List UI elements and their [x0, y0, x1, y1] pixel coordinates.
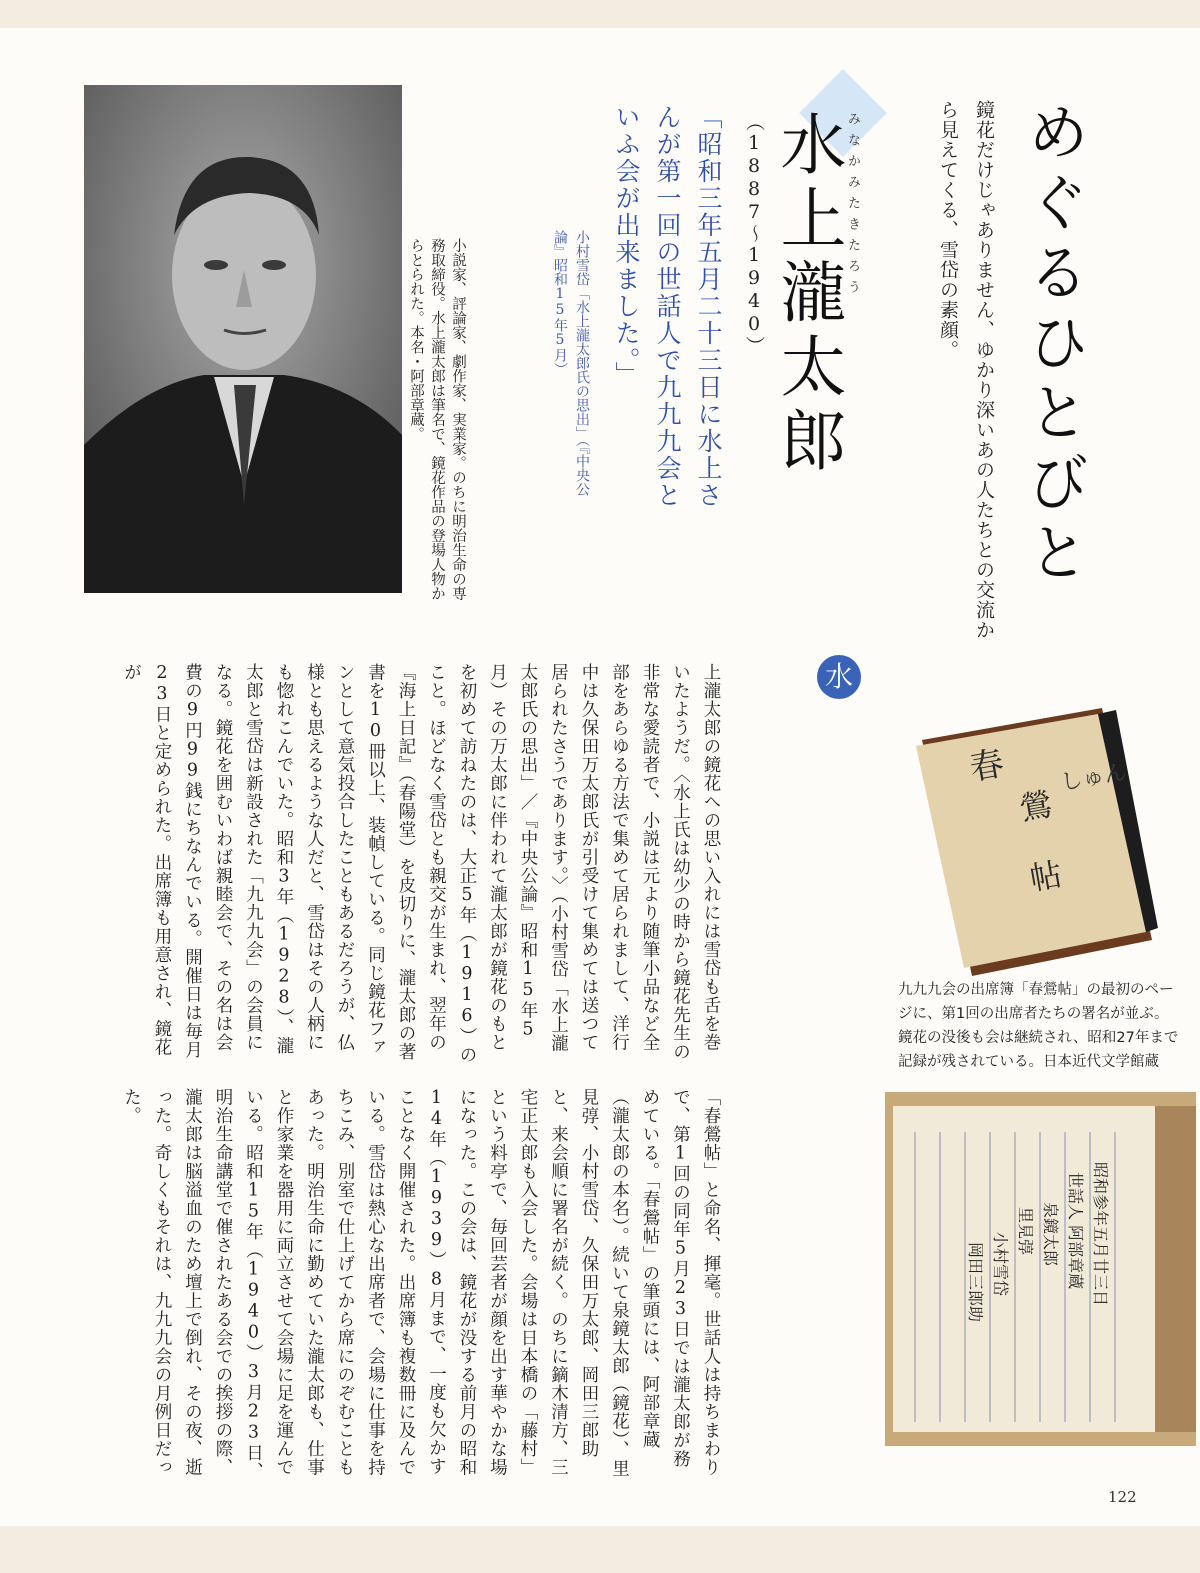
portrait-photo — [84, 85, 402, 593]
name-ruby: みなかみたきたろう — [845, 112, 860, 301]
svg-text:里見弴: 里見弴 — [1016, 1207, 1035, 1256]
svg-text:しゅん: しゅん — [1058, 759, 1129, 796]
svg-text:小村雪岱: 小村雪岱 — [991, 1232, 1010, 1297]
page-top-edge — [0, 0, 1200, 28]
book-cover-photo — [902, 700, 1164, 978]
page-bottom-edge — [0, 1526, 1200, 1573]
pull-quote: 「昭和三年五月二十三日に水上さんが第一回の世話人で九九九会といふ会が出来ました。」 — [612, 104, 723, 509]
signature-page-photo — [885, 1092, 1196, 1446]
svg-text:岡田三郎助: 岡田三郎助 — [966, 1242, 985, 1323]
body-text-upper: 上瀧太郎の鏡花への思い入れには雪岱も舌を巻いたようだ。〈水上氏は幼少の時から鏡花先生の非常な愛読者で、小説は元より随筆小品など全部をあらゆる方法で集めて居られまして、洋行中は久保田万太郎氏が引受けて集めては送つて居られたさうであります。〉（小村雪岱「水上瀧太郎氏の思出」／『中央公論』昭和15年5月）その万太郎に伴われて瀧太郎が鏡花のもとを初めて訪ねたのは、大正5年（1916）のこと。ほどなく雪岱とも親交が生まれ、翌年の『海上日記』（春陽堂）を皮切りに、瀧太郎の著書を10冊以上、装幀している。同じ鏡花ファンとして意気投合したこともあるだろうが、仏様とも思えるような人だと、雪岱はその人柄にも惚れこんでいた。昭和3年（1928）、瀧太郎と雪岱は新設された「九九九会」の会員になる。鏡花を囲むいわば親睦会で、その名は会費の9円99銭にちなんでいる。開催日は毎月23日と定められた。出席簿も用意され、鏡花が — [121, 663, 721, 1064]
section-title: めぐるひとびと — [1017, 100, 1090, 590]
body-text-lower: 「春鶯帖」と命名、揮毫。世話人は持ちまわりで、第1回の同年5月23日では瀧太郎が務めている。「春鶯帖」の筆頭には、阿部章蔵（瀧太郎の本名）。続いて泉鏡太郎（鏡花）、里見弴、小村雪岱、久保田万太郎、岡田三郎助と、来会順に署名が続く。のちに鏑木清方、三宅正太郎も入会した。会場は日本橋の「藤村」という料亭で、毎回芸者が顔を出す華やかな場になった。この会は、鏡花が没する前月の昭和14年（1939）8月まで、一度も欠かすことなく開催された。出席簿も複数冊に及んでいる。雪岱は熱心な出席者で、会場に仕事を持ちこみ、別室で仕上げてから席にのぞむこともあった。明治生命に勤めていた瀧太郎も、仕事と作家業を器用に両立させて会場に足を運んでいる。昭和15年（1940）3月23日、明治生命講堂で催されたある会での挨拶の際、瀧太郎は脳溢血のため壇上で倒れ、その夜、逝った。奇しくもそれは、九九九会の月例日だった。 — [121, 1088, 721, 1481]
person-years: （1887〜1940） — [743, 112, 765, 356]
person-name: 水上瀧太郎 — [769, 110, 846, 480]
portrait-caption: 小説家、評論家、劇作家、実業家。のちに明治生命の専務取締役。水上瀧太郎は筆名で、鏡花作品の登場人物からとられた。本名・阿部章蔵。 — [408, 238, 466, 601]
quote-source: 小村雪岱「水上瀧太郎氏の思出」（『中央公論』昭和15年5月） — [552, 230, 590, 496]
svg-text:昭和参年五月廿三日: 昭和参年五月廿三日 — [1091, 1162, 1110, 1307]
svg-text:泉鏡太郎: 泉鏡太郎 — [1041, 1202, 1060, 1267]
svg-text:鶯: 鶯 — [1016, 784, 1055, 828]
drop-cap: 水 — [817, 655, 861, 699]
book-caption: 九九九会の出席簿「春鶯帖」の最初のページに、第1回の出席者たちの署名が並ぶ。鏡花の没後も会は継続され、昭和27年まで記録が残されている。日本近代文学館蔵 — [898, 982, 1179, 1070]
section-intro: 鏡花だけじゃありません、ゆかり深いあの人たちとの交流から見えてくる、雪岱の素顔。 — [937, 100, 995, 640]
svg-text:春: 春 — [966, 743, 1008, 789]
svg-text:帖: 帖 — [1026, 854, 1065, 898]
page-number: 122 — [1108, 1488, 1137, 1506]
svg-text:世話人 阿部章蔵: 世話人 阿部章蔵 — [1066, 1172, 1085, 1290]
